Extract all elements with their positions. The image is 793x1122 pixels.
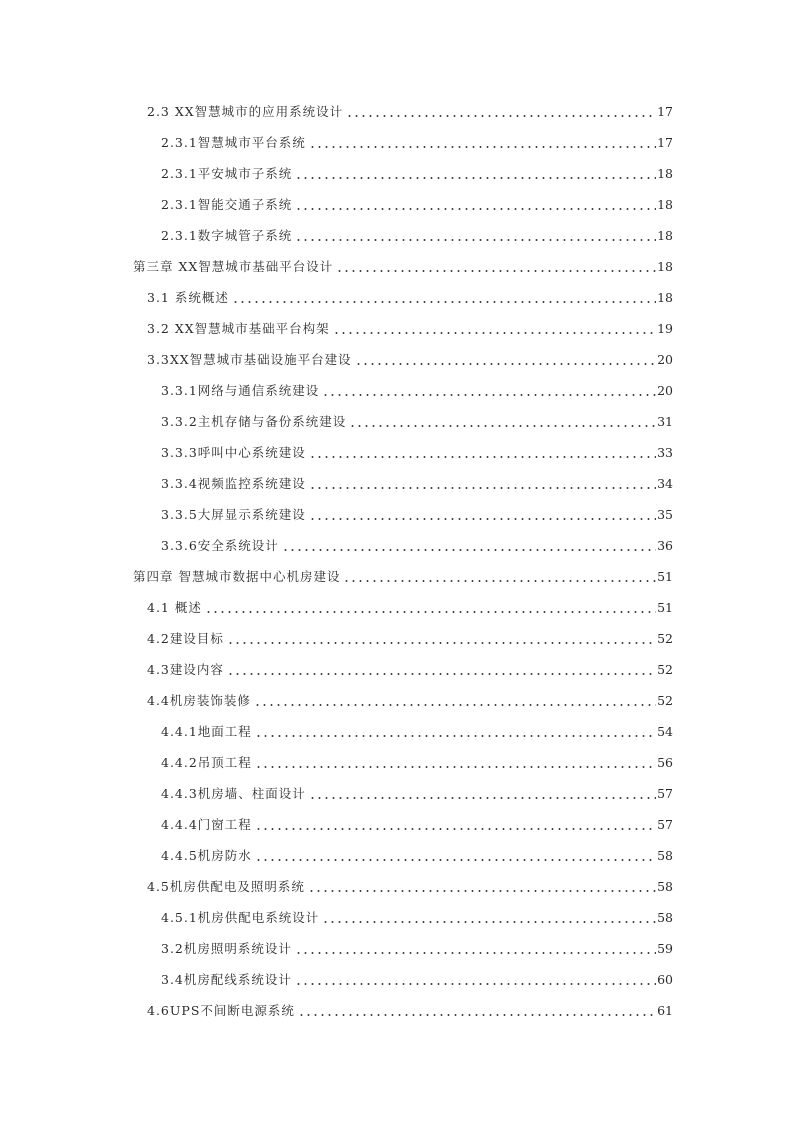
toc-entry-page: 51 — [657, 569, 673, 584]
toc-entry-page: 58 — [657, 848, 673, 863]
toc-entry-title: 2.3.1智能交通子系统 — [161, 197, 293, 212]
toc-entry-page: 33 — [657, 445, 673, 460]
dot-leader — [320, 910, 656, 926]
toc-entry-title: 3.2机房照明系统设计 — [161, 941, 292, 956]
dot-leader — [307, 135, 656, 151]
dot-leader — [307, 445, 656, 461]
dot-leader — [347, 414, 656, 430]
toc-entry-title: 2.3 XX智慧城市的应用系统设计 — [147, 104, 344, 119]
toc-entry[interactable] — [161, 162, 673, 182]
toc-entry-title: 4.4.4门窗工程 — [161, 817, 252, 832]
toc-entry-page: 20 — [657, 383, 673, 398]
toc-entry-title: 3.3.2主机存储与备份系统建设 — [161, 414, 347, 429]
toc-entry-page: 58 — [657, 910, 673, 925]
toc-entry[interactable] — [147, 348, 673, 368]
toc-entry-title: 3.3XX智慧城市基础设施平台建设 — [147, 352, 352, 367]
toc-entry[interactable] — [161, 906, 673, 926]
dot-leader — [253, 724, 656, 740]
toc-entry[interactable] — [161, 937, 673, 957]
toc-entry-title: 3.3.4视频监控系统建设 — [161, 476, 306, 491]
toc-entry-page: 59 — [657, 941, 673, 956]
toc-entry-page: 35 — [657, 507, 673, 522]
toc-entry-title: 3.4机房配线系统设计 — [161, 972, 292, 987]
dot-leader — [293, 166, 656, 182]
toc-entry[interactable] — [147, 286, 673, 306]
dot-leader — [253, 755, 656, 771]
toc-entry-page: 58 — [657, 879, 673, 894]
toc-entry-title: 4.5机房供配电及照明系统 — [147, 879, 305, 894]
dot-leader — [307, 476, 656, 492]
toc-entry[interactable] — [147, 658, 673, 678]
toc-entry-page: 60 — [657, 972, 673, 987]
toc-entry-title: 2.3.1智慧城市平台系统 — [161, 135, 306, 150]
toc-entry-page: 57 — [657, 817, 673, 832]
toc-entry[interactable] — [161, 224, 673, 244]
toc-entry-title: 3.1 系统概述 — [147, 290, 229, 305]
toc-entry-title: 4.6UPS不间断电源系统 — [147, 1003, 295, 1018]
toc-entry-title: 2.3.1平安城市子系统 — [161, 166, 293, 181]
toc-entry-page: 61 — [657, 1003, 673, 1018]
toc-entry-title: 3.3.6安全系统设计 — [161, 538, 279, 553]
toc-entry-title: 4.5.1机房供配电系统设计 — [161, 910, 320, 925]
dot-leader — [296, 1003, 656, 1019]
toc-entry[interactable] — [161, 410, 673, 430]
toc-entry[interactable] — [147, 999, 673, 1019]
toc-entry[interactable] — [147, 596, 673, 616]
toc-entry-title: 第四章 智慧城市数据中心机房建设 — [133, 569, 341, 584]
toc-entry-page: 51 — [657, 600, 673, 615]
dot-leader — [307, 507, 656, 523]
toc-entry-title: 4.4.1地面工程 — [161, 724, 252, 739]
toc-entry-page: 52 — [657, 693, 673, 708]
toc-entry[interactable] — [133, 255, 673, 275]
toc-entry-page: 18 — [657, 259, 673, 274]
dot-leader — [225, 631, 656, 647]
toc-entry-page: 18 — [657, 197, 673, 212]
toc-entry-title: 4.4.2吊顶工程 — [161, 755, 252, 770]
dot-leader — [320, 383, 656, 399]
toc-entry[interactable] — [161, 751, 673, 771]
toc-entry-page: 17 — [657, 135, 673, 150]
dot-leader — [293, 197, 656, 213]
toc-entry-page: 36 — [657, 538, 673, 553]
dot-leader — [280, 538, 656, 554]
toc-entry-page: 57 — [657, 786, 673, 801]
toc-entry-title: 4.4机房装饰装修 — [147, 693, 251, 708]
toc-entry-page: 52 — [657, 662, 673, 677]
dot-leader — [253, 817, 656, 833]
toc-entry[interactable] — [161, 534, 673, 554]
dot-leader — [293, 972, 656, 988]
toc-entry-title: 3.3.1网络与通信系统建设 — [161, 383, 320, 398]
toc-entry-page: 52 — [657, 631, 673, 646]
dot-leader — [344, 104, 656, 120]
dot-leader — [293, 941, 656, 957]
toc-entry[interactable] — [161, 782, 673, 802]
toc-entry-title: 3.2 XX智慧城市基础平台构架 — [147, 321, 330, 336]
toc-entry-title: 4.4.5机房防水 — [161, 848, 252, 863]
toc-entry-page: 31 — [657, 414, 673, 429]
toc-entry[interactable] — [161, 379, 673, 399]
toc-entry[interactable] — [161, 720, 673, 740]
dot-leader — [307, 786, 656, 802]
toc-entry-title: 3.3.5大屏显示系统建设 — [161, 507, 306, 522]
toc-entry-page: 54 — [657, 724, 673, 739]
toc-entry-page: 34 — [657, 476, 673, 491]
dot-leader — [331, 321, 656, 337]
toc-entry[interactable] — [147, 100, 673, 120]
toc-entry[interactable] — [161, 813, 673, 833]
dot-leader — [230, 290, 656, 306]
toc-entry-page: 19 — [657, 321, 673, 336]
toc-entry[interactable] — [161, 441, 673, 461]
toc-entry[interactable] — [161, 968, 673, 988]
toc-entry[interactable] — [133, 565, 673, 585]
toc-entry[interactable] — [147, 317, 673, 337]
toc-entry-page: 18 — [657, 290, 673, 305]
toc-entry[interactable] — [161, 131, 673, 151]
dot-leader — [293, 228, 656, 244]
toc-entry-page: 18 — [657, 228, 673, 243]
toc-entry[interactable] — [161, 503, 673, 523]
toc-entry-title: 3.3.3呼叫中心系统建设 — [161, 445, 306, 460]
dot-leader — [252, 693, 656, 709]
toc-entry-title: 第三章 XX智慧城市基础平台设计 — [133, 259, 334, 274]
toc-entry[interactable] — [161, 472, 673, 492]
dot-leader — [334, 259, 656, 275]
toc-entry-title: 4.1 概述 — [147, 600, 202, 615]
toc-entry[interactable] — [147, 627, 673, 647]
toc-entry-page: 18 — [657, 166, 673, 181]
dot-leader — [225, 662, 656, 678]
toc-entry-title: 4.4.3机房墙、柱面设计 — [161, 786, 306, 801]
dot-leader — [203, 600, 656, 616]
toc-entry[interactable] — [161, 193, 673, 213]
dot-leader — [353, 352, 656, 368]
toc-entry-page: 17 — [657, 104, 673, 119]
dot-leader — [306, 879, 656, 895]
toc-entry-title: 4.3建设内容 — [147, 662, 224, 677]
dot-leader — [341, 569, 656, 585]
toc-entry[interactable] — [147, 689, 673, 709]
toc-entry-page: 20 — [657, 352, 673, 367]
toc-entry[interactable] — [147, 875, 673, 895]
toc-entry-title: 2.3.1数字城管子系统 — [161, 228, 293, 243]
toc-entry[interactable] — [161, 844, 673, 864]
dot-leader — [253, 848, 656, 864]
toc-entry-title: 4.2建设目标 — [147, 631, 224, 646]
toc-entry-page: 56 — [657, 755, 673, 770]
